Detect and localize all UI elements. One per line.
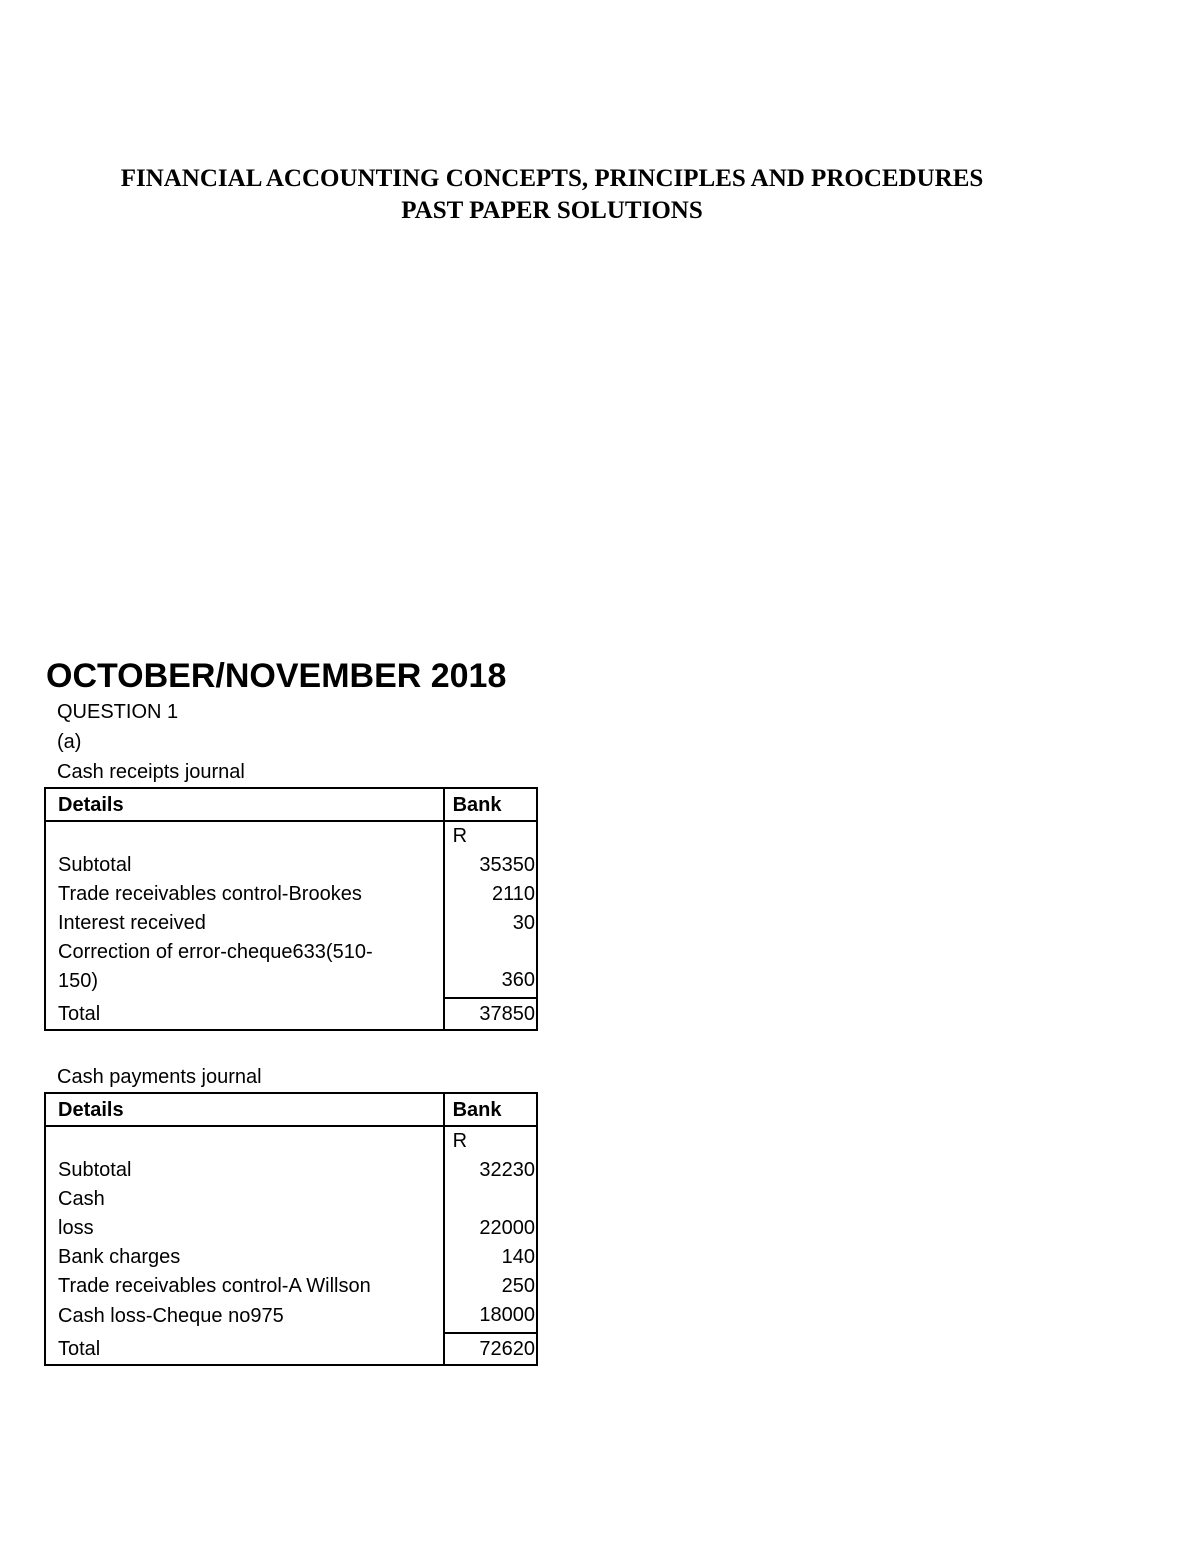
details-line: loss — [58, 1217, 94, 1239]
details-cell: Trade receivables control-A Willson — [45, 1272, 444, 1301]
details-column-header: Details — [45, 1093, 444, 1126]
total-row — [45, 1333, 537, 1365]
currency-unit-cell: R — [444, 1126, 537, 1156]
bank-column-header: Bank — [444, 788, 537, 821]
details-line: 150) — [58, 970, 99, 992]
document-title — [0, 163, 1104, 227]
currency-unit-cell: R — [444, 821, 537, 851]
table-row — [45, 821, 537, 851]
table-header-row — [45, 788, 537, 821]
table-row — [45, 1156, 537, 1185]
details-cell: Interest received — [45, 909, 444, 938]
details-cell: Trade receivables control-Brookes — [45, 880, 444, 909]
details-cell: Subtotal — [45, 851, 444, 880]
total-label-cell: Total — [45, 1333, 444, 1365]
document-title-line-2: PAST PAPER SOLUTIONS — [401, 197, 703, 224]
exam-period-heading: OCTOBER/NOVEMBER 2018 — [46, 657, 507, 695]
cash-payments-journal-title: Cash payments journal — [57, 1066, 262, 1088]
table-row — [45, 1185, 537, 1243]
bank-amount-cell: 35350 — [444, 851, 537, 880]
details-line: Correction of error-cheque633(510- — [58, 941, 373, 963]
details-cell: Subtotal — [45, 1156, 444, 1185]
bank-amount-cell: 22000 — [444, 1185, 537, 1243]
cash-receipts-journal-table — [44, 787, 538, 1031]
bank-amount-cell: 2110 — [444, 880, 537, 909]
bank-amount-cell: 140 — [444, 1243, 537, 1272]
part-label: (a) — [57, 731, 82, 753]
details-line: Cash — [58, 1188, 105, 1210]
table-row — [45, 938, 537, 998]
total-label-cell: Total — [45, 998, 444, 1030]
table-row — [45, 1126, 537, 1156]
details-cell — [45, 1185, 444, 1243]
table-row — [45, 851, 537, 880]
table-row — [45, 880, 537, 909]
cash-receipts-journal-title: Cash receipts journal — [57, 761, 245, 783]
details-cell — [45, 821, 444, 851]
table-row — [45, 1243, 537, 1272]
details-cell — [45, 1126, 444, 1156]
cash-payments-journal-table — [44, 1092, 538, 1366]
bank-amount-cell: 18000 — [444, 1301, 537, 1333]
table-row — [45, 909, 537, 938]
bank-amount-cell: 360 — [444, 938, 537, 998]
bank-column-header: Bank — [444, 1093, 537, 1126]
total-amount-cell: 72620 — [444, 1333, 537, 1365]
bank-amount-cell: 30 — [444, 909, 537, 938]
total-row — [45, 998, 537, 1030]
details-cell — [45, 938, 444, 998]
total-amount-cell: 37850 — [444, 998, 537, 1030]
details-cell: Bank charges — [45, 1243, 444, 1272]
bank-amount-cell: 250 — [444, 1272, 537, 1301]
bank-amount-cell: 32230 — [444, 1156, 537, 1185]
question-label: QUESTION 1 — [57, 701, 179, 723]
details-cell: Cash loss-Cheque no975 — [45, 1301, 444, 1333]
table-header-row — [45, 1093, 537, 1126]
table-row — [45, 1301, 537, 1333]
table-row — [45, 1272, 537, 1301]
details-column-header: Details — [45, 788, 444, 821]
document-title-line-1: FINANCIAL ACCOUNTING CONCEPTS, PRINCIPLES AND PROCEDURES — [120, 165, 984, 192]
